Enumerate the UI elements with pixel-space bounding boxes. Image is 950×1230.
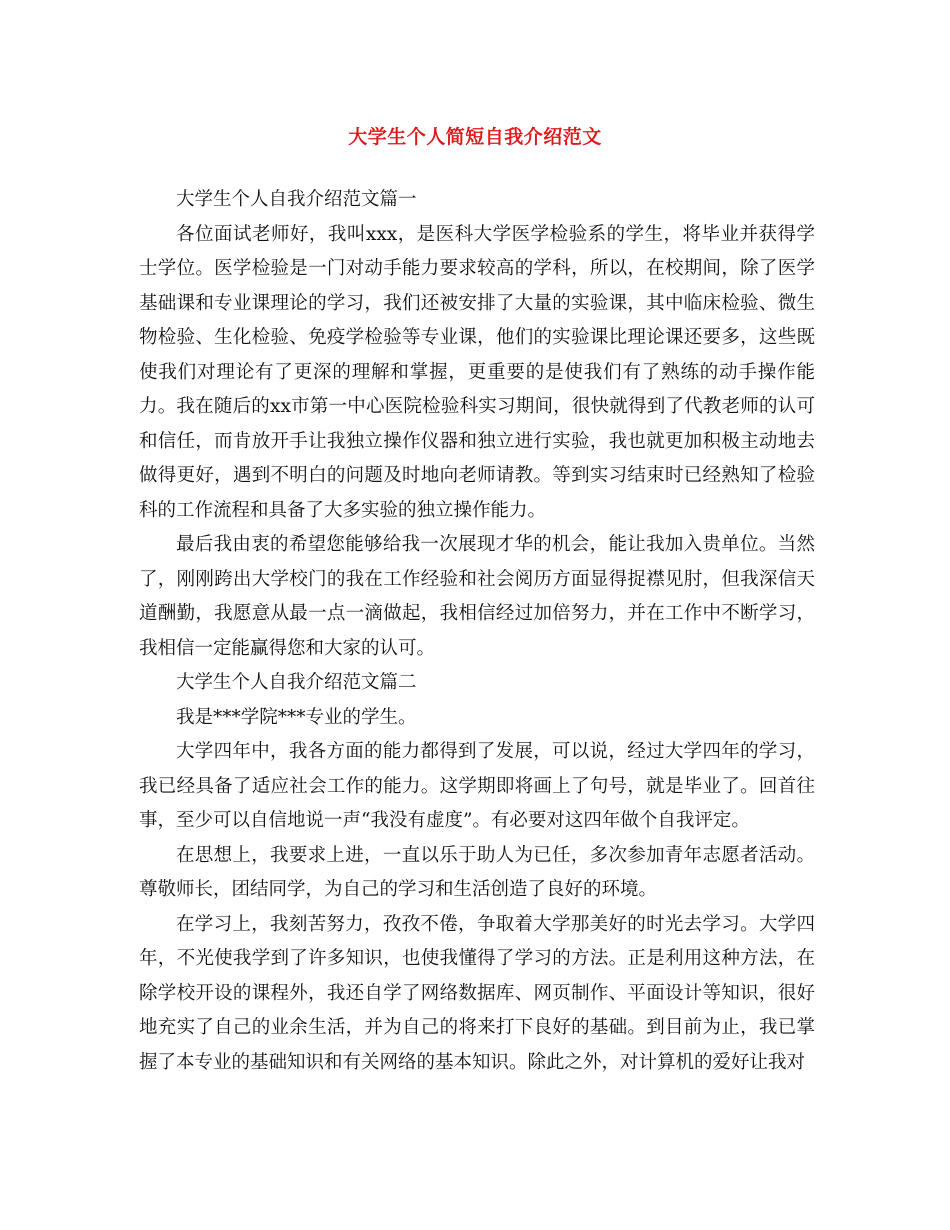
- section-heading-2: 大学生个人自我介绍范文篇二: [176, 672, 417, 693]
- paragraph: 大学四年中，我各方面的能力都得到了发展，可以说，经过大学四年的学习，我已经具备了适应社会工作的能力。这学期即将画上了句号，就是毕业了。回首往事，至少可以自信地说一声“我没有虚度”。有必要对这四年做个自我评定。: [139, 741, 815, 831]
- section-heading-1: 大学生个人自我介绍范文篇一: [176, 189, 417, 210]
- paragraph: 在学习上，我刻苦努力，孜孜不倦，争取着大学那美好的时光去学习。大学四年，不光使我学到了许多知识，也使我懂得了学习的方法。正是利用这种方法，在除学校开设的课程外，我还自学了网络数据库、网页制作、平面设计等知识，很好地充实了自己的业余生活，并为自己的将来打下良好的基础。到目前为止，我已掌握了本专业的基础知识和有关网络的基本知识。除此之外，对计算机的爱好让我对: [139, 913, 815, 1073]
- paragraph: 我是***学院***专业的学生。: [176, 706, 417, 728]
- paragraph: 在思想上，我要求上进，一直以乐于助人为已任，多次参加青年志愿者活动。尊敬师长，团结同学，为自己的学习和生活创造了良好的环境。: [139, 844, 815, 900]
- paragraph: 各位面试老师好，我叫xxx，是医科大学医学检验系的学生，将毕业并获得学士学位。医学检验是一门对动手能力要求较高的学科，所以，在校期间，除了医学基础课和专业课理论的学习，我们还被安排了大量的实验课，其中临床检验、微生物检验、生化检验、免疫学检验等专业课，他们的实验课比理论课还要多，这些既使我们对理论有了更深的理解和掌握，更重要的是使我们有了熟练的动手操作能力。我在随后的xx市第一中心医院检验科实习期间，很快就得到了代教老师的认可和信任，而肯放开手让我独立操作仪器和独立进行实验，我也就更加积极主动地去做得更好，遇到不明白的问题及时地向老师请教。等到实习结束时已经熟知了检验科的工作流程和具备了大多实验的独立操作能力。: [139, 223, 815, 521]
- document-body: [139, 183, 815, 1080]
- paragraph: 最后我由衷的希望您能够给我一次展现才华的机会，能让我加入贵单位。当然了，刚刚跨出大学校门的我在工作经验和社会阅历方面显得捉襟见肘，但我深信天道酬勤，我愿意从最一点一滴做起，我相信经过加倍努力，并在工作中不断学习，我相信一定能赢得您和大家的认可。: [139, 534, 815, 659]
- document-title: 大学生个人简短自我介绍范文: [348, 126, 602, 148]
